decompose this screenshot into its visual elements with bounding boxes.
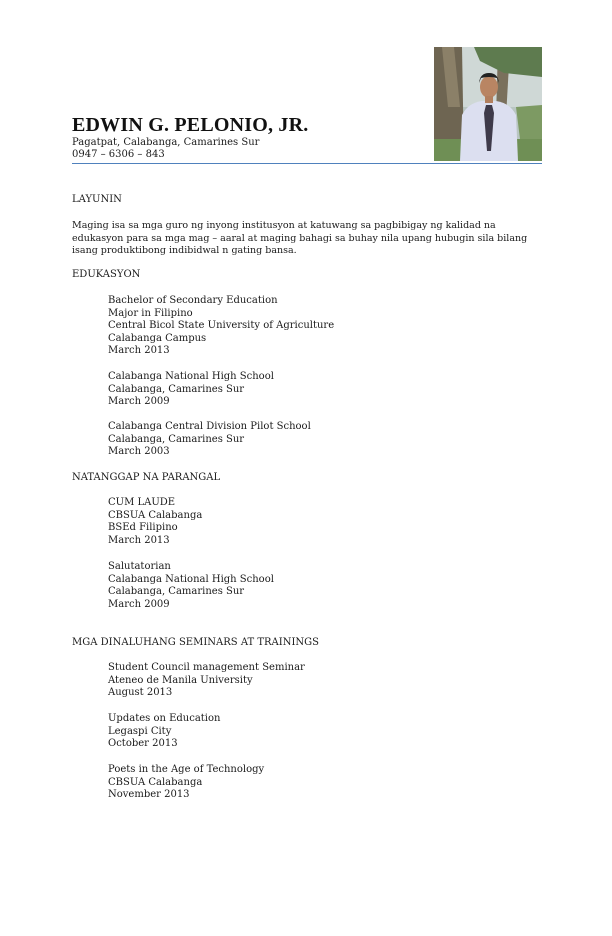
seminar-entry-poets bbox=[108, 764, 264, 802]
entry-line: CUM LAUDE bbox=[108, 497, 176, 508]
entry-line: March 2009 bbox=[108, 598, 170, 610]
entry-line: CBSUA Calabanga bbox=[108, 509, 203, 521]
entry-line: Bachelor of Secondary Education bbox=[108, 295, 278, 306]
education-entry-college bbox=[108, 295, 334, 358]
entry-line: Central Bicol State University of Agriculture bbox=[108, 320, 335, 332]
entry-line: Calabanga Central Division Pilot School bbox=[108, 421, 311, 432]
entry-line: March 2013 bbox=[108, 534, 170, 546]
seminar-entry-updates-education bbox=[108, 713, 220, 751]
award-entry-cum-laude bbox=[108, 497, 202, 547]
entry-line: Updates on Education bbox=[108, 713, 221, 724]
address: Pagatpat, Calabanga, Camarines Sur bbox=[72, 137, 260, 148]
objective-text: Maging isa sa mga guro ng inyong institusyon at katuwang sa pagbibigay ng kalidad na edukasyon para sa mga mag – aaral at maging bahagi sa buhay nila upang hubugin sila bilang isang produktibong indibidwal n gating bansa. bbox=[72, 220, 528, 257]
seminar-entry-student-council bbox=[108, 662, 305, 700]
entry-line: CBSUA Calabanga bbox=[108, 776, 203, 788]
entry-line: Ateneo de Manila University bbox=[108, 674, 253, 686]
entry-line: Salutatorian bbox=[108, 561, 171, 572]
award-entry-salutatorian bbox=[108, 561, 274, 611]
entry-line: August 2013 bbox=[108, 687, 173, 699]
entry-line: Student Council management Seminar bbox=[108, 662, 305, 673]
education-entry-high-school bbox=[108, 371, 274, 409]
entry-line: March 2003 bbox=[108, 446, 170, 458]
education-heading: EDUKASYON bbox=[72, 269, 141, 280]
objective-heading: LAYUNIN bbox=[72, 194, 122, 205]
education-entry-elementary bbox=[108, 421, 311, 459]
entry-line: Poets in the Age of Technology bbox=[108, 764, 265, 775]
entry-line: Major in Filipino bbox=[108, 307, 193, 319]
entry-line: BSEd Filipino bbox=[108, 522, 178, 534]
entry-line: Calabanga, Camarines Sur bbox=[108, 433, 245, 445]
header-divider bbox=[72, 163, 542, 164]
entry-line: March 2013 bbox=[108, 345, 170, 357]
entry-line: Calabanga National High School bbox=[108, 371, 274, 382]
phone-number: 0947 – 6306 – 843 bbox=[72, 149, 165, 160]
entry-line: November 2013 bbox=[108, 789, 190, 801]
entry-line: March 2009 bbox=[108, 396, 170, 408]
entry-line: Legaspi City bbox=[108, 725, 172, 737]
awards-heading: NATANGGAP NA PARANGAL bbox=[72, 472, 221, 483]
seminars-heading: MGA DINALUHANG SEMINARS AT TRAININGS bbox=[72, 637, 320, 648]
entry-line: Calabanga Campus bbox=[108, 332, 207, 344]
applicant-name: EDWIN G. PELONIO, JR. bbox=[72, 114, 309, 136]
entry-line: Calabanga, Camarines Sur bbox=[108, 383, 245, 395]
entry-line: Calabanga, Camarines Sur bbox=[108, 586, 245, 598]
entry-line: October 2013 bbox=[108, 738, 178, 750]
profile-photo bbox=[434, 47, 542, 161]
entry-line: Calabanga National High School bbox=[108, 573, 274, 585]
